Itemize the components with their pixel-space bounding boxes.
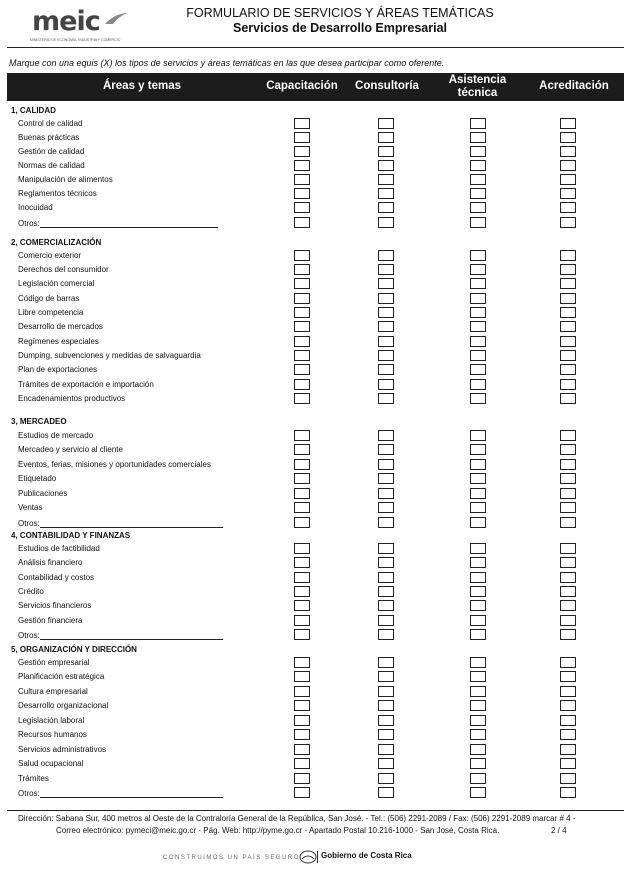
topic-label	[18, 573, 94, 582]
checkbox-consultoria[interactable]	[378, 174, 394, 185]
topic-text: Regímenes especiales	[18, 337, 99, 346]
checkbox-asistencia-tecnica[interactable]	[470, 517, 486, 528]
topic-label	[18, 759, 83, 768]
checkbox-capacitacion[interactable]	[294, 379, 310, 390]
checkbox-capacitacion[interactable]	[294, 787, 310, 798]
logo-text: meic	[32, 6, 100, 37]
checkbox-acreditacion[interactable]	[560, 787, 576, 798]
topic-text: Otros:	[18, 631, 40, 640]
topic-text: Estudios de mercado	[18, 431, 94, 440]
topic-label	[18, 251, 81, 260]
checkbox-consultoria[interactable]	[378, 264, 394, 275]
checkbox-consultoria[interactable]	[378, 307, 394, 318]
checkbox-asistencia-tecnica[interactable]	[470, 160, 486, 171]
footer-contact: Correo electrónico: pymeci@meic.go.cr - Pág. Web: http://pyme.go.cr - Apartado Postal 10.216-1000 - San José, Costa Rica.	[56, 826, 500, 835]
slogan: CONSTRUIMOS UN PAÍS SEGURO	[163, 855, 300, 861]
logo-swoosh-icon	[104, 12, 128, 26]
topic-text: Contabilidad y costos	[18, 573, 95, 582]
checkbox-acreditacion[interactable]	[560, 307, 576, 318]
checkbox-capacitacion[interactable]	[294, 321, 310, 332]
checkbox-capacitacion[interactable]	[294, 459, 310, 470]
checkbox-consultoria[interactable]	[378, 430, 394, 441]
checkbox-consultoria[interactable]	[378, 364, 394, 375]
topic-text: Gestión financiera	[18, 616, 83, 625]
checkbox-consultoria[interactable]	[378, 444, 394, 455]
topic-text: Plan de exportaciones	[18, 365, 98, 374]
checkbox-acreditacion[interactable]	[560, 132, 576, 143]
topic-text: Análisis financiero	[18, 558, 83, 567]
topic-text: Recursos humanos	[18, 730, 87, 739]
checkbox-consultoria[interactable]	[378, 586, 394, 597]
checkbox-asistencia-tecnica[interactable]	[470, 700, 486, 711]
topic-text: Ventas	[18, 503, 43, 512]
checkbox-acreditacion[interactable]	[560, 700, 576, 711]
checkbox-consultoria[interactable]	[378, 773, 394, 784]
topic-label	[18, 701, 108, 710]
checkbox-asistencia-tecnica[interactable]	[470, 715, 486, 726]
section-title: 4, CONTABILIDAD Y FINANZAS	[11, 531, 131, 540]
checkbox-consultoria[interactable]	[378, 543, 394, 554]
otros-write-in-line[interactable]	[40, 518, 223, 528]
topic-text: Libre competencia	[18, 308, 84, 317]
checkbox-asistencia-tecnica[interactable]	[470, 132, 486, 143]
topic-label	[18, 445, 123, 454]
otros-write-in-line[interactable]	[40, 630, 223, 640]
topic-text: Dumping, subvenciones y medidas de salvaguardia	[18, 351, 201, 360]
checkbox-asistencia-tecnica[interactable]	[470, 671, 486, 682]
checkbox-acreditacion[interactable]	[560, 488, 576, 499]
checkbox-capacitacion[interactable]	[294, 350, 310, 361]
otros-write-in-line[interactable]	[40, 788, 223, 798]
checkbox-consultoria[interactable]	[378, 473, 394, 484]
checkbox-capacitacion[interactable]	[294, 517, 310, 528]
checkbox-acreditacion[interactable]	[560, 430, 576, 441]
checkbox-acreditacion[interactable]	[560, 444, 576, 455]
topic-label	[18, 218, 218, 228]
topic-label	[18, 587, 44, 596]
topic-text: Manipulación de alimentos	[18, 175, 113, 184]
checkbox-acreditacion[interactable]	[560, 744, 576, 755]
checkbox-asistencia-tecnica[interactable]	[470, 336, 486, 347]
checkbox-capacitacion[interactable]	[294, 744, 310, 755]
checkbox-asistencia-tecnica[interactable]	[470, 586, 486, 597]
checkbox-asistencia-tecnica[interactable]	[470, 473, 486, 484]
checkbox-acreditacion[interactable]	[560, 586, 576, 597]
checkbox-acreditacion[interactable]	[560, 517, 576, 528]
topic-text: Control de calidad	[18, 119, 83, 128]
col-capacitacion: Capacitación	[266, 80, 338, 92]
col-consultoria: Consultoría	[355, 80, 419, 92]
section-title: 1, CALIDAD	[11, 106, 56, 115]
checkbox-acreditacion[interactable]	[560, 188, 576, 199]
topic-label	[18, 308, 83, 317]
checkbox-consultoria[interactable]	[378, 729, 394, 740]
checkbox-consultoria[interactable]	[378, 488, 394, 499]
topic-text: Gestión de calidad	[18, 147, 85, 156]
checkbox-consultoria[interactable]	[378, 379, 394, 390]
topic-text: Salud ocupacional	[18, 759, 84, 768]
checkbox-capacitacion[interactable]	[294, 671, 310, 682]
topic-label	[18, 460, 211, 469]
topic-label	[18, 518, 223, 528]
checkbox-asistencia-tecnica[interactable]	[470, 502, 486, 513]
checkbox-capacitacion[interactable]	[294, 502, 310, 513]
topic-label	[18, 630, 223, 640]
checkbox-asistencia-tecnica[interactable]	[470, 758, 486, 769]
topic-label	[18, 672, 104, 681]
checkbox-capacitacion[interactable]	[294, 444, 310, 455]
checkbox-consultoria[interactable]	[378, 321, 394, 332]
checkbox-capacitacion[interactable]	[294, 600, 310, 611]
checkbox-acreditacion[interactable]	[560, 758, 576, 769]
checkbox-asistencia-tecnica[interactable]	[470, 278, 486, 289]
topic-text: Cultura empresarial	[18, 687, 88, 696]
checkbox-capacitacion[interactable]	[294, 278, 310, 289]
checkbox-consultoria[interactable]	[378, 278, 394, 289]
checkbox-acreditacion[interactable]	[560, 686, 576, 697]
checkbox-asistencia-tecnica[interactable]	[470, 321, 486, 332]
topic-label	[18, 601, 91, 610]
checkbox-asistencia-tecnica[interactable]	[470, 118, 486, 129]
checkbox-acreditacion[interactable]	[560, 615, 576, 626]
checkbox-acreditacion[interactable]	[560, 773, 576, 784]
checkbox-capacitacion[interactable]	[294, 160, 310, 171]
checkbox-consultoria[interactable]	[378, 202, 394, 213]
checkbox-capacitacion[interactable]	[294, 700, 310, 711]
topic-text: Otros:	[18, 219, 40, 228]
checkbox-asistencia-tecnica[interactable]	[470, 615, 486, 626]
checkbox-consultoria[interactable]	[378, 132, 394, 143]
checkbox-capacitacion[interactable]	[294, 473, 310, 484]
checkbox-consultoria[interactable]	[378, 787, 394, 798]
checkbox-capacitacion[interactable]	[294, 118, 310, 129]
topic-text: Código de barras	[18, 294, 80, 303]
topic-text: Servicios financieros	[18, 601, 92, 610]
checkbox-consultoria[interactable]	[378, 686, 394, 697]
checkbox-consultoria[interactable]	[378, 744, 394, 755]
checkbox-capacitacion[interactable]	[294, 393, 310, 404]
checkbox-capacitacion[interactable]	[294, 557, 310, 568]
otros-write-in-line[interactable]	[40, 218, 218, 228]
topic-label	[18, 175, 113, 184]
topic-text: Encadenamientos productivos	[18, 394, 126, 403]
checkbox-consultoria[interactable]	[378, 118, 394, 129]
checkbox-capacitacion[interactable]	[294, 202, 310, 213]
checkbox-consultoria[interactable]	[378, 217, 394, 228]
checkbox-acreditacion[interactable]	[560, 321, 576, 332]
topic-label	[18, 774, 49, 783]
checkbox-asistencia-tecnica[interactable]	[470, 488, 486, 499]
checkbox-consultoria[interactable]	[378, 336, 394, 347]
checkbox-asistencia-tecnica[interactable]	[470, 250, 486, 261]
checkbox-asistencia-tecnica[interactable]	[470, 174, 486, 185]
topic-label	[18, 474, 56, 483]
checkbox-asistencia-tecnica[interactable]	[470, 202, 486, 213]
checkbox-acreditacion[interactable]	[560, 202, 576, 213]
checkbox-capacitacion[interactable]	[294, 615, 310, 626]
checkbox-acreditacion[interactable]	[560, 379, 576, 390]
checkbox-asistencia-tecnica[interactable]	[470, 146, 486, 157]
checkbox-asistencia-tecnica[interactable]	[470, 459, 486, 470]
checkbox-consultoria[interactable]	[378, 572, 394, 583]
topic-label	[18, 394, 125, 403]
checkbox-asistencia-tecnica[interactable]	[470, 188, 486, 199]
checkbox-acreditacion[interactable]	[560, 278, 576, 289]
checkbox-capacitacion[interactable]	[294, 336, 310, 347]
topic-label	[18, 558, 82, 567]
checkbox-asistencia-tecnica[interactable]	[470, 557, 486, 568]
topic-label	[18, 147, 84, 156]
checkbox-capacitacion[interactable]	[294, 293, 310, 304]
checkbox-acreditacion[interactable]	[560, 459, 576, 470]
checkbox-asistencia-tecnica[interactable]	[470, 217, 486, 228]
checkbox-capacitacion[interactable]	[294, 773, 310, 784]
checkbox-asistencia-tecnica[interactable]	[470, 379, 486, 390]
checkbox-acreditacion[interactable]	[560, 502, 576, 513]
topic-text: Crédito	[18, 587, 44, 596]
topic-label	[18, 503, 42, 512]
checkbox-asistencia-tecnica[interactable]	[470, 350, 486, 361]
checkbox-asistencia-tecnica[interactable]	[470, 572, 486, 583]
checkbox-asistencia-tecnica[interactable]	[470, 729, 486, 740]
topic-label	[18, 544, 100, 553]
checkbox-acreditacion[interactable]	[560, 715, 576, 726]
topic-text: Trámites	[18, 774, 49, 783]
checkbox-acreditacion[interactable]	[560, 160, 576, 171]
topic-text: Etiquetado	[18, 474, 57, 483]
topic-text: Reglamentos técnicos	[18, 189, 97, 198]
topic-text: Trámites de exportación e importación	[18, 380, 154, 389]
checkbox-acreditacion[interactable]	[560, 264, 576, 275]
checkbox-capacitacion[interactable]	[294, 686, 310, 697]
checkbox-acreditacion[interactable]	[560, 250, 576, 261]
topic-text: Derechos del consumidor	[18, 265, 109, 274]
checkbox-asistencia-tecnica[interactable]	[470, 293, 486, 304]
checkbox-capacitacion[interactable]	[294, 488, 310, 499]
topic-label	[18, 716, 84, 725]
checkbox-asistencia-tecnica[interactable]	[470, 600, 486, 611]
checkbox-acreditacion[interactable]	[560, 671, 576, 682]
topic-label	[18, 788, 223, 798]
topic-label	[18, 265, 109, 274]
page-number: 2 / 4	[551, 826, 567, 835]
checkbox-acreditacion[interactable]	[560, 729, 576, 740]
topic-text: Comercio exterior	[18, 251, 82, 260]
checkbox-consultoria[interactable]	[378, 657, 394, 668]
checkbox-asistencia-tecnica[interactable]	[470, 393, 486, 404]
checkbox-capacitacion[interactable]	[294, 307, 310, 318]
topic-text: Mercadeo y servicio al cliente	[18, 445, 123, 454]
coat-of-arms-icon	[299, 850, 317, 864]
checkbox-acreditacion[interactable]	[560, 350, 576, 361]
checkbox-consultoria[interactable]	[378, 146, 394, 157]
checkbox-asistencia-tecnica[interactable]	[470, 773, 486, 784]
checkbox-acreditacion[interactable]	[560, 146, 576, 157]
topic-text: Buenas prácticas	[18, 133, 80, 142]
header-divider	[7, 47, 624, 48]
topic-text: Desarrollo de mercados	[18, 322, 103, 331]
topic-label	[18, 616, 82, 625]
topic-label	[18, 745, 106, 754]
topic-text: Otros:	[18, 519, 40, 528]
section-title: 5, ORGANIZACIÓN Y DIRECCIÓN	[11, 645, 137, 654]
topic-label	[18, 203, 53, 212]
checkbox-consultoria[interactable]	[378, 557, 394, 568]
checkbox-acreditacion[interactable]	[560, 629, 576, 640]
topic-label	[18, 431, 93, 440]
gov-label: Gobierno de Costa Rica	[321, 851, 412, 860]
topic-text: Legislación laboral	[18, 716, 85, 725]
checkbox-consultoria[interactable]	[378, 459, 394, 470]
topic-label	[18, 322, 103, 331]
checkbox-capacitacion[interactable]	[294, 758, 310, 769]
topic-text: Servicios administrativos	[18, 745, 107, 754]
form-subtitle: Servicios de Desarrollo Empresarial	[233, 21, 447, 35]
topic-label	[18, 119, 82, 128]
topic-text: Normas de calidad	[18, 161, 85, 170]
topic-text: Desarrollo organizacional	[18, 701, 109, 710]
checkbox-asistencia-tecnica[interactable]	[470, 629, 486, 640]
checkbox-acreditacion[interactable]	[560, 174, 576, 185]
col-asistencia-line1: Asistencia	[448, 74, 507, 86]
checkbox-acreditacion[interactable]	[560, 572, 576, 583]
topic-label	[18, 337, 99, 346]
form-title: FORMULARIO DE SERVICIOS Y ÁREAS TEMÁTICAS	[186, 6, 494, 20]
topic-label	[18, 380, 154, 389]
topic-label	[18, 658, 90, 667]
logo-subtitle: MINISTERIO DE ECONOMÍA, INDUSTRIA Y COMERCIO	[30, 38, 121, 42]
checkbox-capacitacion[interactable]	[294, 657, 310, 668]
topic-text: Estudios de factibilidad	[18, 544, 100, 553]
checkbox-consultoria[interactable]	[378, 188, 394, 199]
checkbox-capacitacion[interactable]	[294, 430, 310, 441]
col-asistencia-line2: técnica	[457, 87, 498, 99]
checkbox-acreditacion[interactable]	[560, 657, 576, 668]
checkbox-capacitacion[interactable]	[294, 146, 310, 157]
checkbox-consultoria[interactable]	[378, 250, 394, 261]
checkbox-acreditacion[interactable]	[560, 364, 576, 375]
col-areas: Áreas y temas	[103, 80, 181, 92]
checkbox-asistencia-tecnica[interactable]	[470, 444, 486, 455]
checkbox-capacitacion[interactable]	[294, 364, 310, 375]
topic-text: Planificación estratégica	[18, 672, 105, 681]
checkbox-consultoria[interactable]	[378, 293, 394, 304]
checkbox-consultoria[interactable]	[378, 502, 394, 513]
checkbox-consultoria[interactable]	[378, 615, 394, 626]
topic-label	[18, 365, 97, 374]
checkbox-acreditacion[interactable]	[560, 557, 576, 568]
topic-label	[18, 294, 79, 303]
checkbox-acreditacion[interactable]	[560, 336, 576, 347]
checkbox-acreditacion[interactable]	[560, 217, 576, 228]
checkbox-consultoria[interactable]	[378, 160, 394, 171]
checkbox-capacitacion[interactable]	[294, 188, 310, 199]
checkbox-capacitacion[interactable]	[294, 629, 310, 640]
checkbox-consultoria[interactable]	[378, 393, 394, 404]
checkbox-consultoria[interactable]	[378, 629, 394, 640]
checkbox-asistencia-tecnica[interactable]	[470, 364, 486, 375]
checkbox-asistencia-tecnica[interactable]	[470, 744, 486, 755]
checkbox-asistencia-tecnica[interactable]	[470, 543, 486, 554]
checkbox-capacitacion[interactable]	[294, 572, 310, 583]
checkbox-acreditacion[interactable]	[560, 600, 576, 611]
topic-label	[18, 279, 94, 288]
topic-label	[18, 489, 67, 498]
checkbox-asistencia-tecnica[interactable]	[470, 657, 486, 668]
checkbox-consultoria[interactable]	[378, 517, 394, 528]
topic-text: Gestión empresarial	[18, 658, 90, 667]
table-header	[7, 73, 624, 101]
checkbox-asistencia-tecnica[interactable]	[470, 686, 486, 697]
checkbox-acreditacion[interactable]	[560, 118, 576, 129]
topic-label	[18, 189, 97, 198]
checkbox-capacitacion[interactable]	[294, 132, 310, 143]
topic-text: Eventos, ferias, misiones y oportunidades comerciales	[18, 460, 211, 469]
checkbox-consultoria[interactable]	[378, 758, 394, 769]
footer-divider	[7, 810, 624, 811]
checkbox-consultoria[interactable]	[378, 350, 394, 361]
topic-text: Otros:	[18, 789, 40, 798]
section-title: 3, MERCADEO	[11, 417, 67, 426]
topic-label	[18, 687, 88, 696]
checkbox-consultoria[interactable]	[378, 671, 394, 682]
topic-label	[18, 730, 87, 739]
topic-text: Publicaciones	[18, 489, 68, 498]
topic-text: Inocuidad	[18, 203, 53, 212]
col-acreditacion: Acreditación	[539, 80, 609, 92]
checkbox-capacitacion[interactable]	[294, 586, 310, 597]
checkbox-acreditacion[interactable]	[560, 293, 576, 304]
checkbox-asistencia-tecnica[interactable]	[470, 307, 486, 318]
section-title: 2, COMERCIALIZACIÓN	[11, 238, 102, 247]
checkbox-asistencia-tecnica[interactable]	[470, 430, 486, 441]
checkbox-capacitacion[interactable]	[294, 264, 310, 275]
gov-divider	[317, 851, 318, 863]
instructions: Marque con una equis (X) los tipos de servicios y áreas temáticas en las que desea participar como oferente.	[9, 58, 445, 68]
checkbox-capacitacion[interactable]	[294, 217, 310, 228]
footer-address: Dirección: Sabana Sur, 400 metros al Oeste de la Contraloría General de la República, San José. - Tel.: (506) 2291-2089 / Fax: (506) 2291-2089 marcar # 4 -	[18, 814, 576, 823]
meic-logo	[28, 8, 128, 48]
topic-label	[18, 133, 79, 142]
topic-label	[18, 161, 85, 170]
checkbox-capacitacion[interactable]	[294, 729, 310, 740]
topic-label	[18, 351, 201, 360]
checkbox-consultoria[interactable]	[378, 715, 394, 726]
topic-text: Legislación comercial	[18, 279, 95, 288]
checkbox-acreditacion[interactable]	[560, 473, 576, 484]
checkbox-capacitacion[interactable]	[294, 715, 310, 726]
checkbox-capacitacion[interactable]	[294, 543, 310, 554]
checkbox-consultoria[interactable]	[378, 600, 394, 611]
checkbox-capacitacion[interactable]	[294, 174, 310, 185]
checkbox-asistencia-tecnica[interactable]	[470, 787, 486, 798]
checkbox-acreditacion[interactable]	[560, 393, 576, 404]
checkbox-acreditacion[interactable]	[560, 543, 576, 554]
checkbox-asistencia-tecnica[interactable]	[470, 264, 486, 275]
checkbox-capacitacion[interactable]	[294, 250, 310, 261]
checkbox-consultoria[interactable]	[378, 700, 394, 711]
